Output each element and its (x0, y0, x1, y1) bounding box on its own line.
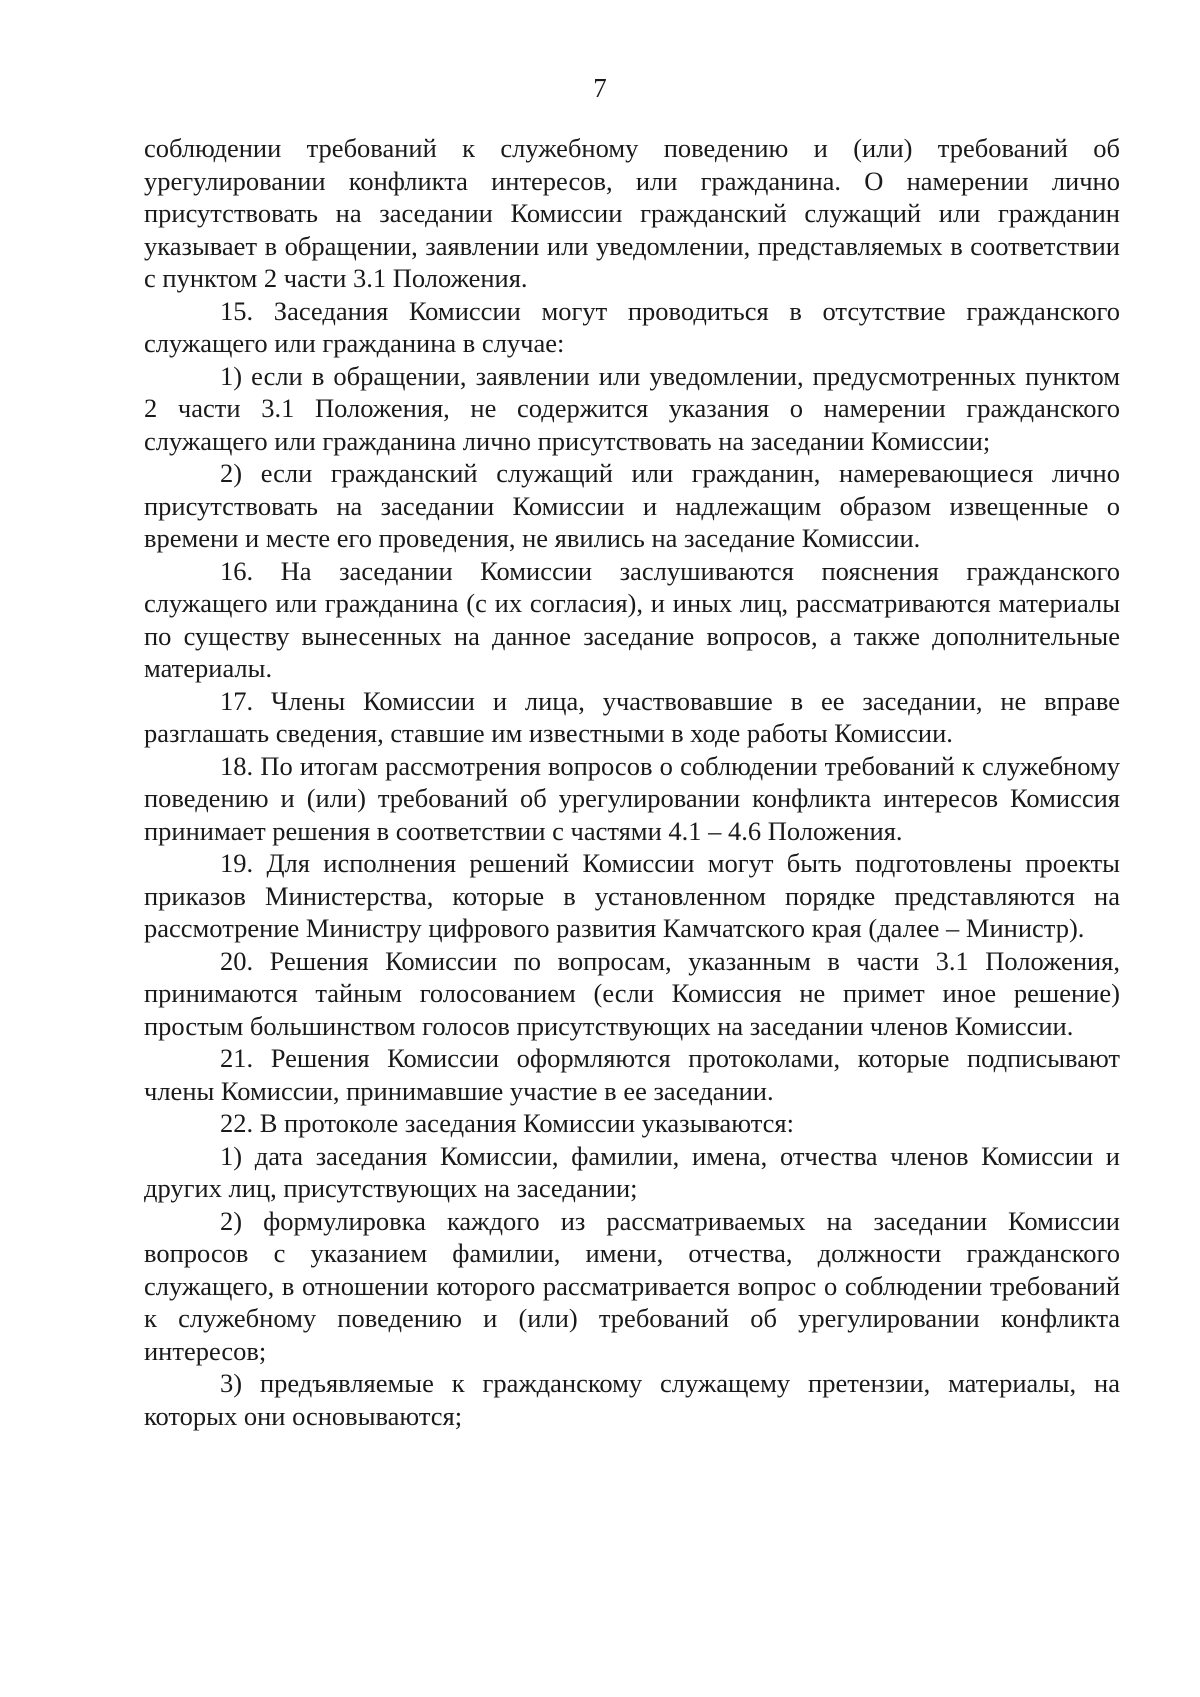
paragraph: 18. По итогам рассмотрения вопросов о соблюдении требований к служебному поведению и (или) требований об урегулировании конфликта интересов Комиссия принимает решения в соответствии с частями 4.1 – 4.6 Положения. (144, 750, 1120, 846)
paragraph: 22. В протоколе заседания Комиссии указываются: (220, 1108, 794, 1138)
paragraph: 20. Решения Комиссии по вопросам, указанным в части 3.1 Положения, принимаются тайным голосованием (если Комиссия не примет иное решение) простым большинством голосов присутствующих на заседании членов Комиссии. (144, 945, 1120, 1041)
paragraph: 2) формулировка каждого из рассматриваемых на заседании Комиссии вопросов с указанием фамилии, имени, отчества, должности гражданского служащего, в отношении которого рассматривается вопрос о соблюдении требований к служебному поведению и (или) требований об урегулировании конфликта интересов; (144, 1205, 1120, 1366)
paragraph: 16. На заседании Комиссии заслушиваются пояснения гражданского служащего или гражданина (с их согласия), и иных лиц, рассматриваются материалы по существу вынесенных на данное заседание вопросов, а также дополнительные материалы. (144, 555, 1120, 683)
paragraph: 2) если гражданский служащий или гражданин, намеревающиеся лично присутствовать на заседании Комиссии и надлежащим образом извещенные о времени и месте его проведения, не явились на заседание Комиссии. (144, 458, 1120, 553)
paragraph: 17. Члены Комиссии и лица, участвовавшие в ее заседании, не вправе разглашать сведения, ставшие им известными в ходе работы Комиссии. (144, 685, 1120, 748)
paragraph: 1) если в обращении, заявлении или уведомлении, предусмотренных пунктом 2 части 3.1 Положения, не содержится указания о намерении гражданского служащего или гражданина лично присутствовать на заседании Комиссии; (144, 360, 1120, 456)
paragraph: 21. Решения Комиссии оформляются протоколами, которые подписывают члены Комиссии, принимавшие участие в ее заседании. (144, 1043, 1120, 1106)
paragraph: 15. Заседания Комиссии могут проводиться в отсутствие гражданского служащего или гражданина в случае: (144, 295, 1120, 358)
paragraph: 1) дата заседания Комиссии, фамилии, имена, отчества членов Комиссии и других лиц, присутствующих на заседании; (144, 1140, 1120, 1203)
document-body (144, 132, 1120, 1432)
paragraph: соблюдении требований к служебному поведению и (или) требований об урегулировании конфликта интересов, или гражданина. О намерении лично присутствовать на заседании Комиссии гражданский служащий или гражданин указывает в обращении, заявлении или уведомлении, представляемых в соответствии с пунктом 2 части 3.1 Положения. (144, 133, 1120, 293)
paragraph: 19. Для исполнения решений Комиссии могут быть подготовлены проекты приказов Министерства, которые в установленном порядке представляются на рассмотрение Министру цифрового развития Камчатского края (далее – Министр). (144, 848, 1120, 943)
page-number: 7 (593, 73, 607, 103)
paragraph: 3) предъявляемые к гражданскому служащему претензии, материалы, на которых они основываются; (144, 1368, 1120, 1431)
